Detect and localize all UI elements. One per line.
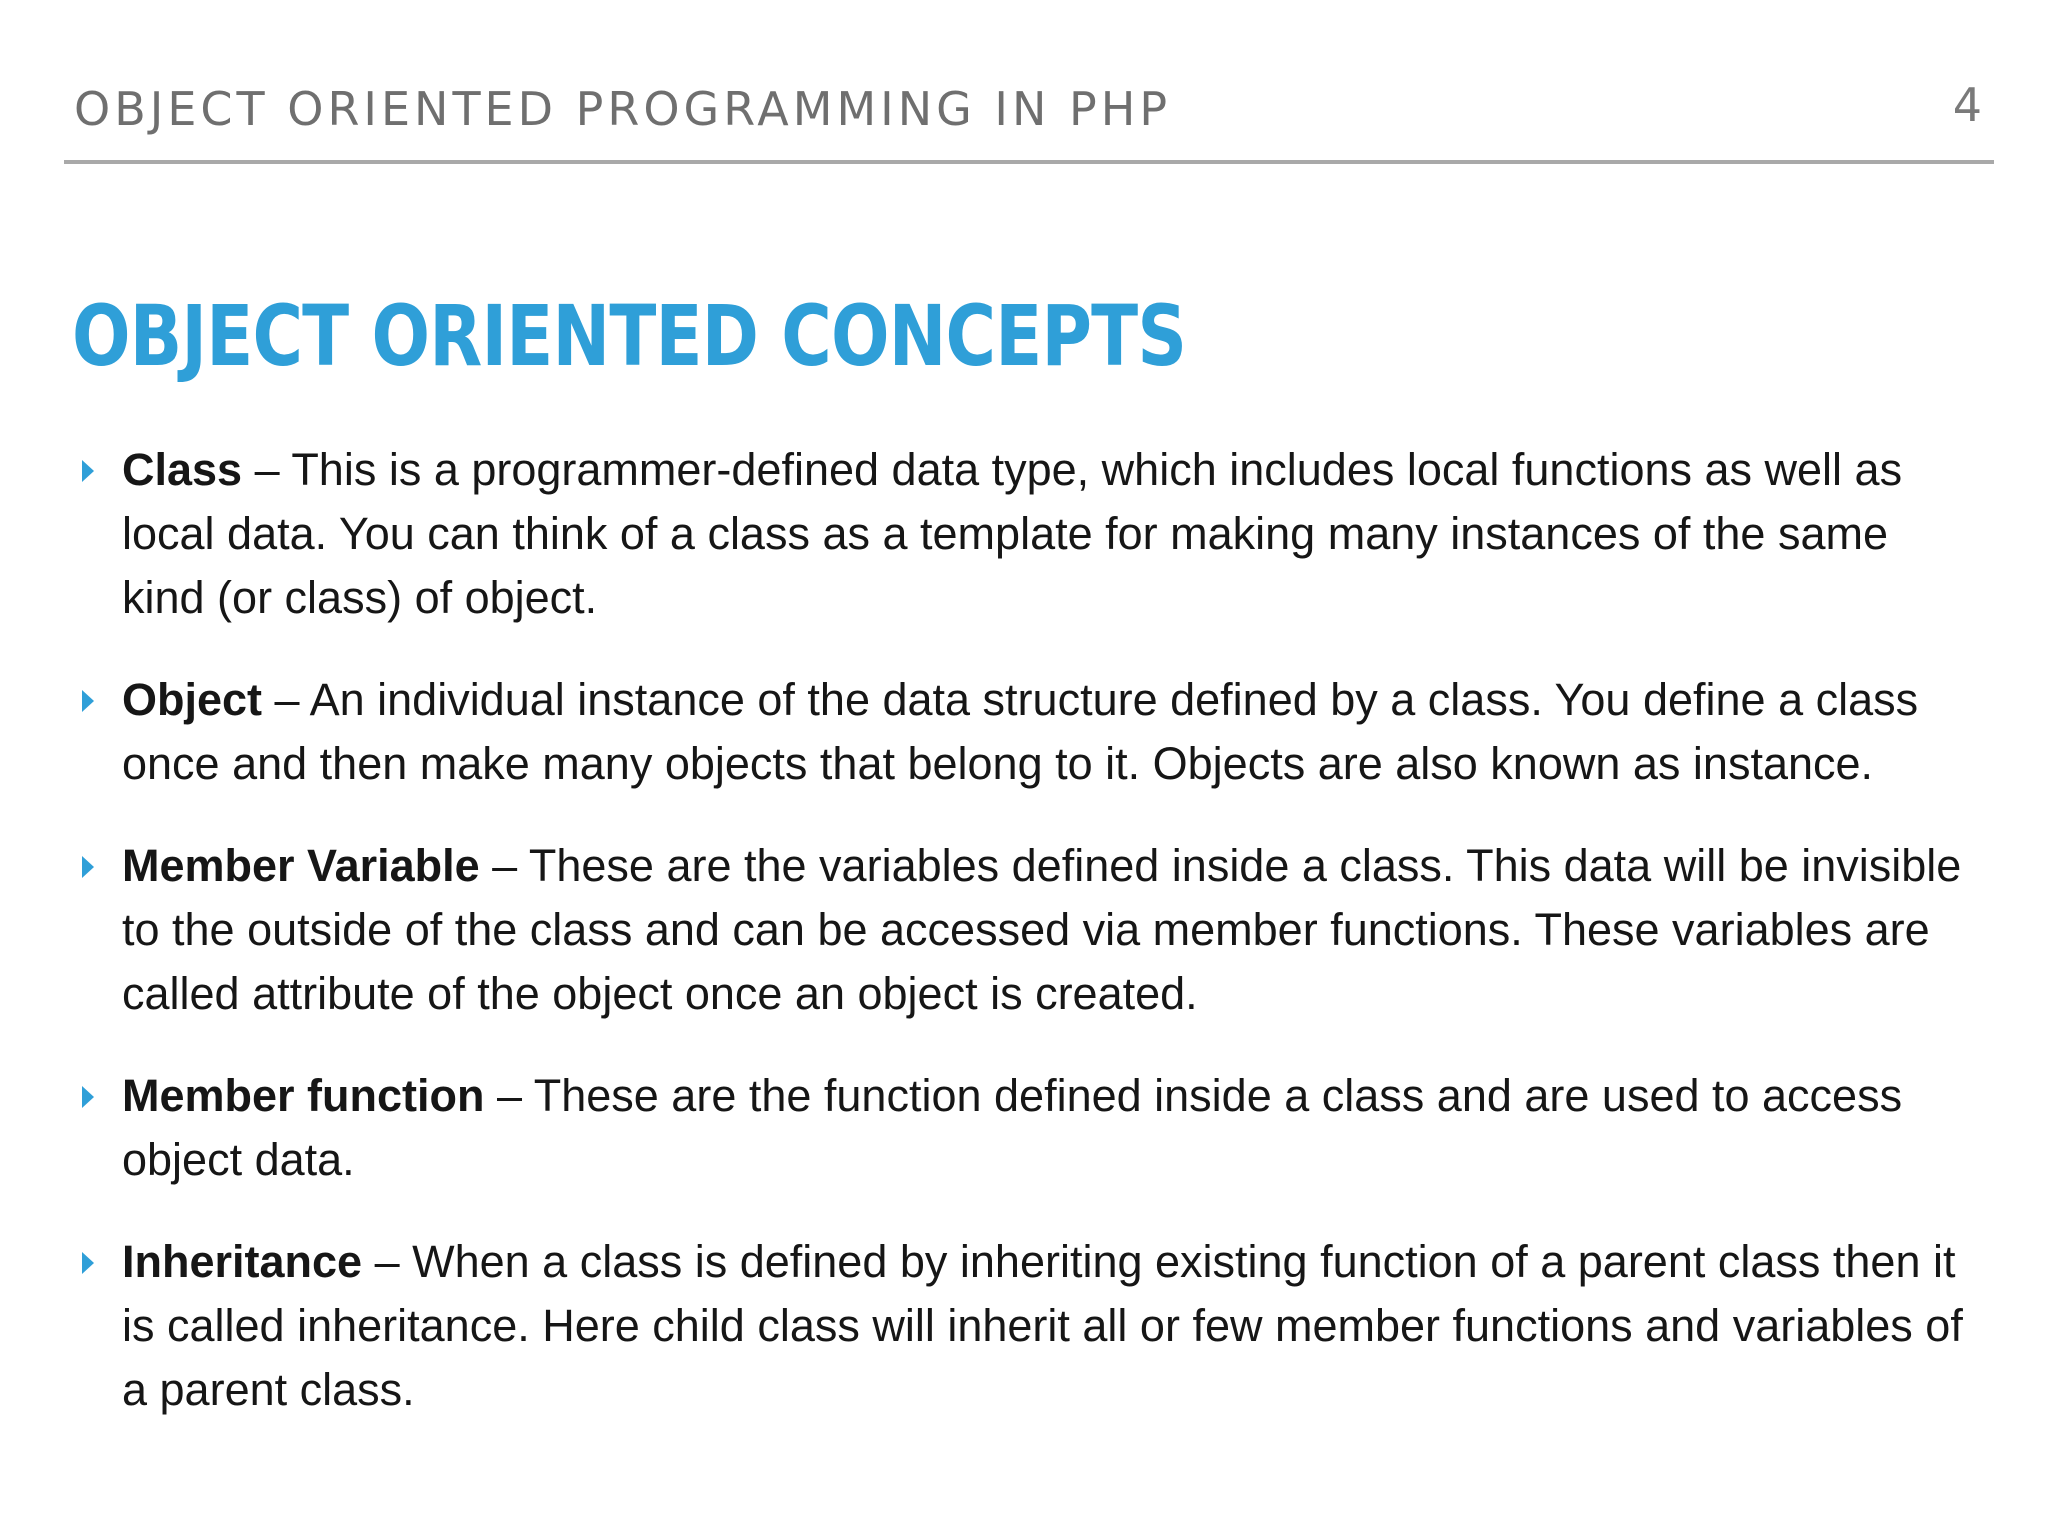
concept-item-object — [72, 668, 1982, 796]
page-number: 4 — [1952, 78, 1982, 132]
concept-description: – These are the function defined inside a class and are used to access object data. — [122, 1070, 1903, 1185]
concept-list — [72, 438, 1982, 1460]
concept-term: Object — [122, 674, 263, 725]
deck-title: OBJECT ORIENTED PROGRAMMING IN PHP — [74, 82, 1172, 136]
concept-description: – When a class is defined by inheriting existing function of a parent class then it is called inheritance. Here child class will inherit all or few member functions and variables of a parent class. — [122, 1236, 1963, 1415]
concept-item-member-variable — [72, 834, 1982, 1026]
concept-item-inheritance — [72, 1230, 1982, 1422]
concept-term: Member function — [122, 1070, 485, 1121]
concept-term: Member Variable — [122, 840, 480, 891]
concept-description: – An individual instance of the data structure defined by a class. You define a class once and then make many objects that belong to it. Objects are also known as instance. — [122, 674, 1919, 789]
triangle-right-icon — [82, 856, 94, 878]
concept-item-member-function — [72, 1064, 1982, 1192]
triangle-right-icon — [82, 1086, 94, 1108]
triangle-right-icon — [82, 1252, 94, 1274]
slide-title: OBJECT ORIENTED CONCEPTS — [72, 287, 1187, 386]
slide-header — [64, 70, 1994, 164]
concept-item-class — [72, 438, 1982, 630]
concept-term: Inheritance — [122, 1236, 363, 1287]
triangle-right-icon — [82, 690, 94, 712]
triangle-right-icon — [82, 460, 94, 482]
concept-description: – This is a programmer-defined data type, which includes local functions as well as local data. You can think of a class as a template for making many instances of the same kind (or class) of object. — [122, 444, 1903, 623]
concept-term: Class — [122, 444, 243, 495]
concept-description: – These are the variables defined inside a class. This data will be invisible to the outside of the class and can be accessed via member functions. These variables are called attribute of the object once an object is created. — [122, 840, 1962, 1019]
